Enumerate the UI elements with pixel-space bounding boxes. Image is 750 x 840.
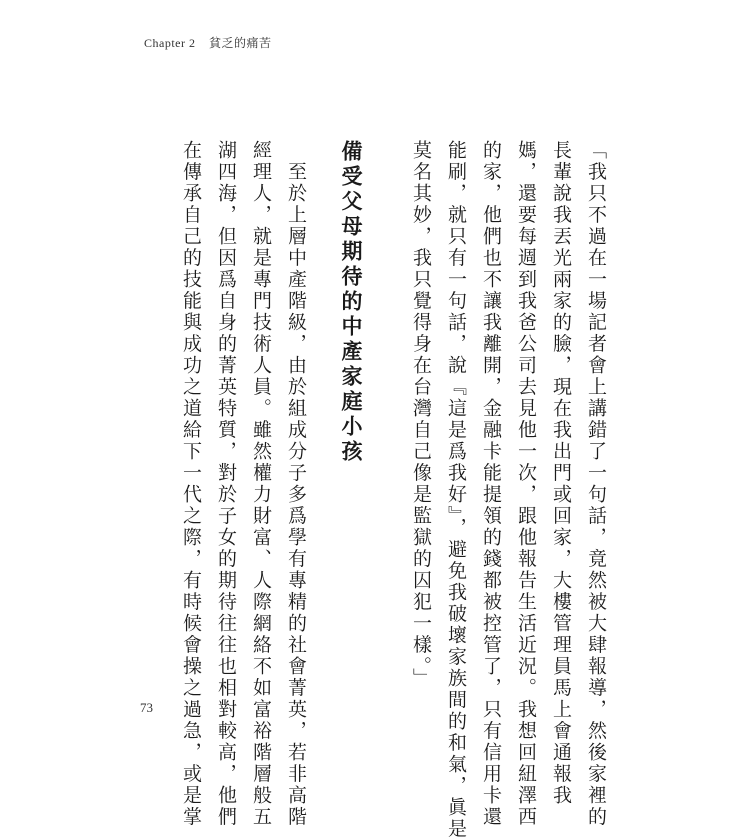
- quote-line: 媽，還要每週到我爸公司去見他一次，跟他報告生活近況。我想回紐澤西: [515, 140, 537, 828]
- quote-line: 莫名其妙，我只覺得身在台灣自己像是監獄的囚犯一樣。」: [410, 140, 432, 690]
- page-number: 73: [140, 700, 153, 715]
- body-line: 至於上層中產階級，由於組成分子多爲學有專精的社會菁英，若非高階: [285, 140, 307, 828]
- body-line: 在傳承自己的技能與成功之道給下一代之際，有時候會操之過急，或是掌: [180, 140, 202, 828]
- section-heading: 備受父母期待的中產家庭小孩: [339, 140, 363, 465]
- chapter-label: Chapter 2: [144, 36, 196, 50]
- body-line: 經理人，就是專門技術人員。雖然權力財富、人際網絡不如富裕階層般五: [250, 140, 272, 828]
- quote-line: 「我只不過在一場記者會上講錯了一句話，竟然被大肆報導，然後家裡的: [585, 140, 607, 828]
- quote-line: 能刷，就只有一句話，說『這是爲我好』，避免我破壞家族間的和氣，眞是: [445, 140, 467, 840]
- chapter-title: 貧乏的痛苦: [209, 36, 272, 50]
- running-header: [144, 34, 272, 51]
- body-line: 湖四海，但因爲自身的菁英特質，對於子女的期待往往也相對較高，他們: [215, 140, 237, 828]
- quote-line: 的家，他們也不讓我離開，金融卡能提領的錢都被控管了，只有信用卡還: [480, 140, 502, 828]
- quote-line: 長輩說我丟光兩家的臉，現在我出門或回家，大樓管理員馬上會通報我: [550, 140, 572, 807]
